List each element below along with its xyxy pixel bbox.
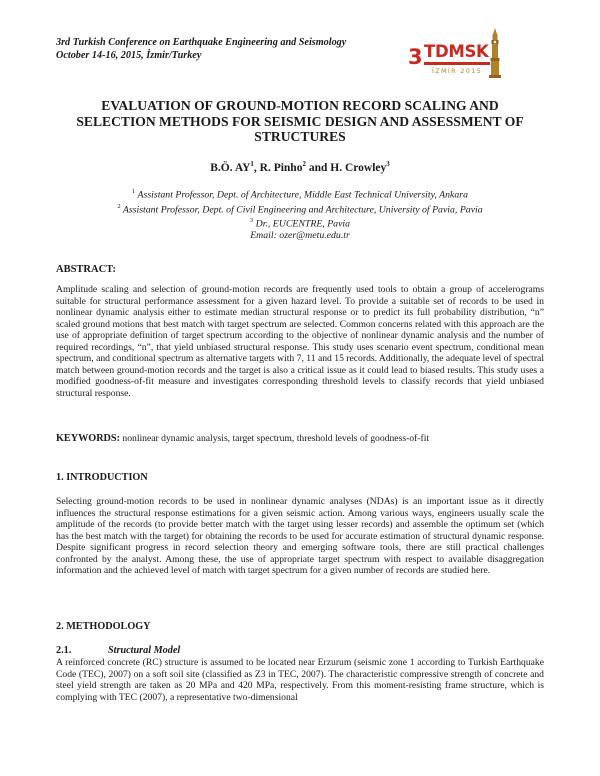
- author-name: R. Pinho: [259, 161, 303, 174]
- abstract-heading: ABSTRACT:: [56, 264, 116, 275]
- affiliation-sup: 3: [249, 217, 254, 225]
- conference-logo: [400, 28, 504, 82]
- author-separator: ,: [253, 161, 260, 174]
- email-line: Email: ozer@metu.edu.tr: [250, 230, 350, 242]
- author-separator: and: [305, 161, 331, 174]
- subsection-title: Structural Model: [108, 645, 181, 656]
- logo-number: 3: [408, 45, 423, 69]
- affiliation-text: Assistant Professor, Dept. of Civil Engineering and Architecture, University of Pavia, Pavia: [122, 203, 483, 215]
- affiliation-line: [0, 186, 600, 201]
- clock-tower-icon: [488, 28, 502, 78]
- conference-date-location: October 14-16, 2015, İzmir/Turkey: [56, 50, 202, 61]
- affiliations: [0, 186, 600, 241]
- affiliation-line: [0, 215, 600, 230]
- abstract-text: Amplitude scaling and selection of ground-motion records are frequently used tools to obtain a group of accelerograms suitable for structural performance assessment for a given hazard level. To provide a suitable set of records to be used in nonlinear dynamic analysis either to estimate median structural response or to predict its full probability distribution, “n” scaled ground motions that best match with target spectrum are selected. Common concerns related with this approach are the use of appropriate definition of target spectrum according to the objective of nonlinear dynamic analysis and the number of required recordings, “n”, that yield unbiased structural response. This study uses scenario event spectrum, conditional mean spectrum, and conditional spectrum as alternative targets with 7, 11 and 15 records. Additionally, the adequate level of spectral match between ground-motion records and the target is also a critical issue as it could lead to biased results. This study uses a modified goodness-of-fit measure and investigates corresponding threshold levels to classify records that yield unbiased structural response.: [56, 284, 544, 399]
- author-affil-sup: 3: [386, 160, 390, 168]
- logo-underline: [424, 62, 490, 65]
- subsection-number: 2.1.: [56, 645, 72, 656]
- author-name: H. Crowley: [330, 161, 387, 174]
- logo-subtitle: İZMİR 2015: [432, 67, 483, 75]
- author-affil-sup: 2: [302, 160, 306, 168]
- introduction-text: Selecting ground-motion records to be used in nonlinear dynamic analyses (NDAs) is an important issue as it directly influences the structural response estimations for a given seismic action. Among various ways, engineers usually scale the amplitude of the records (to provide better match with the target using lesser records) and assemble the optimum set (which has the best match with the target) for obtaining the records to be used for accurate estimation of structural dynamic response. Despite significant progress in record selection theory and emerging software tools, there are still practical challenges confronted by the analyst. Among these, the use of appropriate target spectrum with respect to available disaggregation information and the achieved level of match with target spectrum for a given number of records are studied here.: [56, 496, 544, 577]
- keywords-label: KEYWORDS:: [56, 433, 120, 444]
- paper-title: EVALUATION OF GROUND-MOTION RECORD SCALING AND SELECTION METHODS FOR SEISMIC DESIGN AND ASSESSMENT OF STRUCTURES: [76, 98, 524, 144]
- author-line: [0, 156, 600, 176]
- affiliation-text: Dr., EUCENTRE, Pavia: [255, 218, 351, 230]
- keywords: [56, 433, 544, 444]
- conference-name: 3rd Turkish Conference on Earthquake Engineering and Seismology: [56, 37, 347, 48]
- section-heading-introduction: 1. INTRODUCTION: [56, 472, 148, 483]
- affiliation-line: [0, 201, 600, 216]
- logo-wordmark: TDMSK: [424, 42, 489, 61]
- affiliation-sup: 2: [117, 202, 121, 210]
- section-heading-methodology: 2. METHODOLOGY: [56, 621, 151, 632]
- affiliation-text: Assistant Professor, Dept. of Architecture, Middle East Technical University, Ankara: [137, 189, 468, 201]
- author-affil-sup: 1: [250, 160, 254, 168]
- keywords-text: nonlinear dynamic analysis, target spectrum, threshold levels of goodness-of-fit: [119, 433, 430, 444]
- author-name: B.Ö. AY: [210, 161, 251, 174]
- affiliation-sup: 1: [132, 188, 136, 195]
- subsection-heading-structural-model: [56, 645, 180, 656]
- conference-header: [56, 36, 396, 62]
- methodology-text: A reinforced concrete (RC) structure is assumed to be located near Erzurum (seismic zone 1 according to Turkish Earthquake Code (TEC), 2007) on a soft soil site (classified as Z3 in TEC, 2007). The characteristic compressive strength of concrete and steel yield strength are taken as 20 MPa and 420 MPa, respectively. From this moment-resisting frame structure, which is complying with TEC (2007), a representative two-dimensional: [56, 657, 544, 703]
